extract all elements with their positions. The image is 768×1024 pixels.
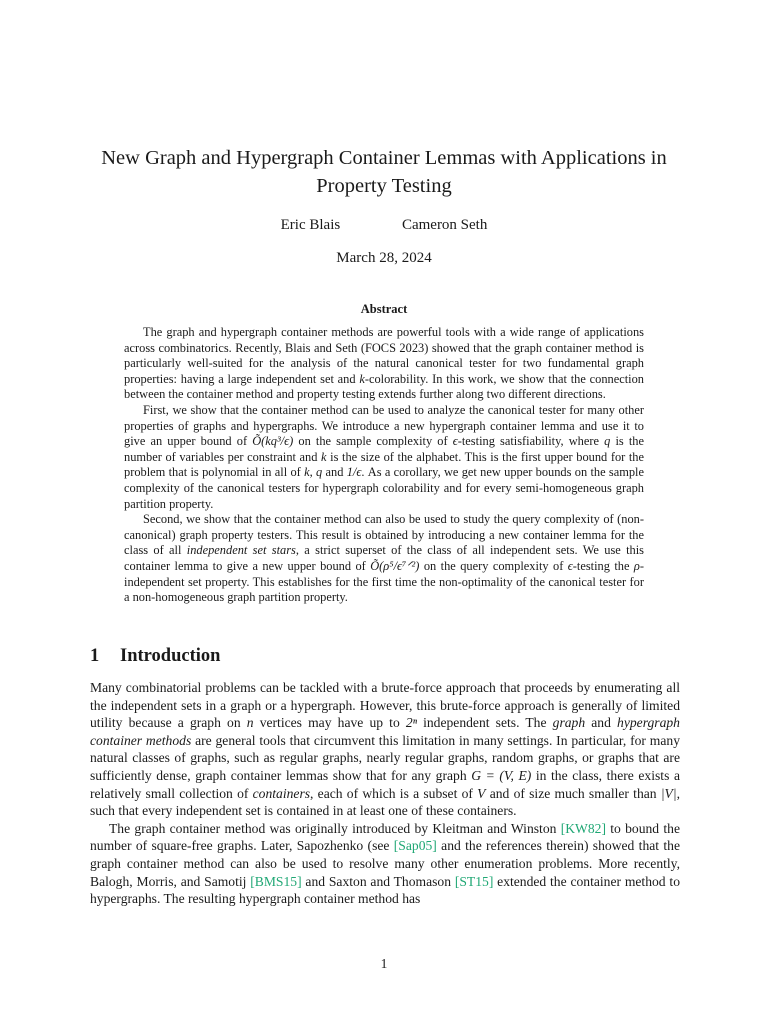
math-symbol: ϵ	[452, 434, 458, 449]
author-name: Cameron Seth	[401, 217, 488, 233]
math-expression: |V|	[660, 785, 677, 801]
citation-link-kw82[interactable]: [KW82]	[560, 820, 606, 836]
math-expression: 1/ϵ	[346, 465, 362, 480]
author-list	[0, 215, 768, 235]
abstract-body	[124, 325, 644, 606]
emphasis-text: graph	[552, 715, 586, 731]
body-paragraph: Many combinatorial problems can be tackled with a brute-force approach that proceeds by enumerating all the independent sets in a graph or a hypergraph. However, this brute-force approach is generally of limited utility because a graph on n vertices may have up to 2ⁿ independent sets. The graph and hypergraph container methods are general tools that circumvent this limitation in many settings. In particular, for many natural classes of graphs, such as regular graphs, nearly regular graphs, random graphs, or graphs that are sufficiently dense, graph container lemmas show that for any graph G = (V, E) in the class, there exists a relatively small collection of containers, each of which is a subset of V and of size much smaller than |V|, such that every independent set is contained in at least one of these containers.	[90, 680, 680, 819]
emphasis-text: containers	[252, 785, 311, 801]
body-paragraph: The graph container method was originally introduced by Kleitman and Winston [KW82] to bound the number of square-free graphs. Later, Sapozhenko (see [Sap05] and the references therein) showed that the graph container method can also be used to resolve many other enumeration problems. More recently, Balogh, Morris, and Samotij [BMS15] and Saxton and Thomason [ST15] extended the container method to hypergraphs. The resulting hypergraph container method has	[90, 820, 680, 907]
author-name: Eric Blais	[280, 217, 341, 233]
citation-link-st15[interactable]: [ST15]	[454, 873, 494, 889]
math-expression: G = (V, E)	[471, 767, 532, 783]
math-expression: 2ⁿ	[405, 715, 417, 731]
math-expression: k, q	[304, 465, 323, 480]
emphasis-text: independent set stars	[186, 543, 296, 558]
abstract-heading: Abstract	[360, 302, 408, 316]
citation-link-bms15[interactable]: [BMS15]	[250, 873, 302, 889]
abstract-paragraph: Second, we show that the container method can also be used to study the query complexity of (non-canonical) graph property testers. This result is obtained by introducing a new container lemma for the class of all independent set stars, a strict superset of the class of all independent sets. We use this container lemma to give a new upper bound of Õ(ρ⁵/ϵ⁷ᐟ²) on the query complexity of ϵ-testing the ρ-independent set property. This establishes for the first time the non-optimality of the canonical tester for a non-homogeneous graph partition property.	[124, 512, 644, 605]
math-expression: Õ(kq³/ϵ)	[252, 434, 294, 449]
math-expression: Õ(ρ⁵/ϵ⁷ᐟ²)	[370, 558, 420, 573]
math-symbol: V	[477, 785, 486, 801]
paper-title: New Graph and Hypergraph Container Lemmas with Applications in Property Testing	[101, 147, 667, 197]
citation-link-sap05[interactable]: [Sap05]	[393, 838, 437, 854]
abstract-paragraph: First, we show that the container method can be used to analyze the canonical tester for many other properties of graphs and hypergraphs. We introduce a new hypergraph container lemma and use it to give an upper bound of Õ(kq³/ϵ) on the sample complexity of ϵ-testing satisfiability, where q is the number of variables per constraint and k is the size of the alphabet. This is the first upper bound for the problem that is polynomial in all of k, q and 1/ϵ. As a corollary, we get new upper bounds on the sample complexity of the canonical testers for hypergraph colorability and for every semi-homogeneous graph partition property.	[124, 402, 645, 511]
section-heading	[90, 644, 220, 668]
section-title: Introduction	[120, 646, 221, 666]
math-symbol: ϵ	[567, 558, 573, 573]
emphasis-text: hypergraph container methods	[90, 715, 680, 748]
math-symbol: k	[359, 371, 365, 386]
abstract-paragraph: The graph and hypergraph container methods are powerful tools with a wide range of applications across combinatorics. Recently, Blais and Seth (FOCS 2023) showed that the graph container method is particularly well-suited for the analysis of the natural canonical tester for two fundamental graph properties: having a large independent set and k-colorability. In this work, we show that the connection between the container method and property testing extends further along two different directions.	[124, 325, 644, 402]
math-symbol: k	[321, 449, 327, 464]
page-number: 1	[380, 956, 388, 971]
publication-date: March 28, 2024	[336, 250, 432, 266]
math-symbol: n	[246, 715, 254, 731]
section-number: 1	[90, 646, 100, 666]
math-symbol: ρ	[633, 558, 640, 573]
math-symbol: q	[604, 434, 611, 449]
introduction-body	[90, 679, 680, 908]
